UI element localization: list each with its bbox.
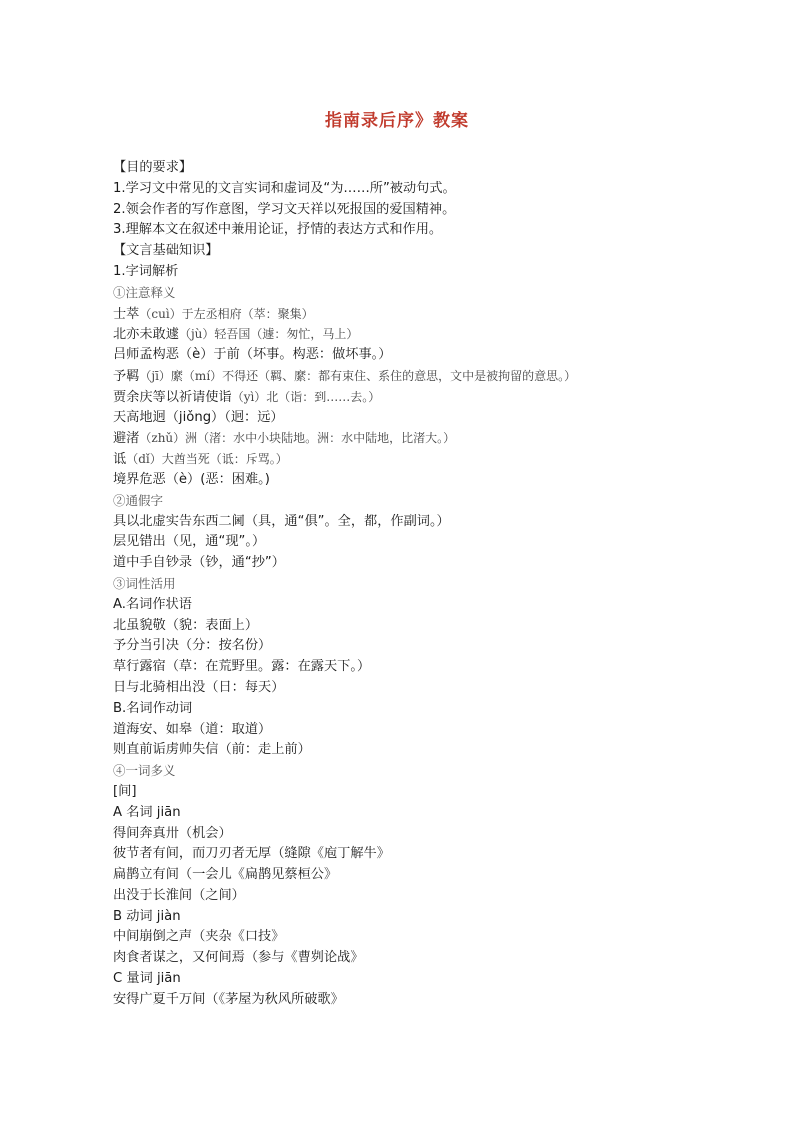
line-annotation: （yì）北（诣：到……去。）: [231, 389, 381, 404]
text-line: [113, 553, 753, 574]
line-text: 中间崩倒之声（夹杂《口技》: [113, 929, 285, 945]
line-text: 北亦未敢遽: [113, 327, 179, 343]
text-line: [113, 470, 753, 491]
line-text: 天高地迥（jiǒng）（迥：远）: [113, 409, 284, 425]
text-line: [113, 699, 753, 720]
line-text: ③词性活用: [113, 575, 176, 591]
text-line: [113, 324, 753, 345]
text-line: [113, 678, 753, 699]
line-annotation: （cuì）于左丞相府（萃：聚集）: [139, 306, 314, 321]
line-text: 【目的要求】: [113, 160, 193, 175]
line-text: 则直前诟虏帅失信（前：走上前）: [113, 742, 311, 758]
line-text: 草行露宿（草：在荒野里。露：在露天下。）: [113, 659, 371, 675]
text-line: [113, 740, 753, 761]
line-text: 得间奔真卅（机会）: [113, 825, 232, 841]
line-text: B.名词作动词: [113, 700, 193, 716]
line-text: 【文言基础知识】: [113, 243, 219, 259]
text-line: [113, 345, 753, 366]
line-annotation: （jī）縻（mí）不得还（羁、縻：都有束住、系住的意思，文中是被拘留的意思。）: [139, 368, 577, 383]
text-line: [113, 262, 753, 283]
line-text: 日与北骑相出没（日：每天）: [113, 679, 285, 695]
text-line: [113, 824, 753, 845]
line-text: C 量词 jiān: [113, 971, 181, 987]
text-line: [113, 220, 753, 241]
line-text: 2.领会作者的写作意图，学习文天祥以死报国的爱国精神。: [113, 201, 456, 217]
line-annotation: （zhǔ）洲（渚：水中小块陆地。洲：水中陆地，比渚大。）: [139, 431, 456, 446]
line-text: 出没于长淮间（之间）: [113, 887, 245, 903]
line-text: 扁鹊立有间（一会儿《扁鹊见蔡桓公》: [113, 867, 338, 883]
line-text: ①注意释义: [113, 284, 176, 300]
text-line: [113, 865, 753, 886]
text-line: [113, 990, 753, 1011]
text-line: [113, 636, 753, 657]
line-text: 肉食者谋之，又何间焉（参与《曹刿论战》: [113, 950, 364, 966]
text-line: [113, 200, 753, 221]
line-text: 安得广夏千万间（《茅屋为秋风所破歌》: [113, 991, 344, 1007]
line-text: 3.理解本文在叙述中兼用论证，抒情的表达方式和作用。: [113, 222, 443, 238]
text-line: [113, 948, 753, 969]
text-line: [113, 595, 753, 616]
line-text: A 名词 jiān: [113, 804, 181, 820]
line-text: B 动词 jiàn: [113, 908, 181, 924]
text-line: [113, 428, 753, 449]
line-text: 予羁: [113, 368, 140, 384]
text-line: [113, 657, 753, 678]
line-text: 道海安、如皋（道：取道）: [113, 721, 272, 737]
text-line: [113, 532, 753, 553]
line-text: 诋: [113, 452, 127, 468]
line-text: 吕师孟构恶（è）于前（坏事。构恶：做坏事。）: [113, 347, 392, 363]
line-annotation: （dǐ）大酋当死（诋：斥骂。）: [126, 452, 288, 467]
line-text: 具以北虚实告东西二阃（具，通“俱”。全，都，作副词。）: [113, 513, 450, 529]
document-title: 指南录后序》教案: [325, 111, 469, 131]
text-line: [113, 761, 753, 782]
text-line: [113, 907, 753, 928]
line-text: 1.学习文中常见的文言实词和虚词及“为……所”被动句式。: [113, 180, 456, 196]
text-line: [113, 803, 753, 824]
line-text: [间]: [113, 783, 137, 799]
line-text: ②通假字: [113, 492, 164, 508]
text-line: [113, 283, 753, 304]
line-text: 避渚: [113, 431, 140, 447]
line-text: 道中手自钞录（钞，通“抄”）: [113, 555, 285, 571]
text-line: [113, 241, 753, 262]
document-body: [113, 158, 753, 1011]
line-text: 予分当引决（分：按名份）: [113, 638, 272, 654]
text-line: [113, 969, 753, 990]
line-text: 彼节者有间，而刀刃者无厚（缝隙《庖丁解牛》: [113, 846, 390, 862]
line-text: ④一词多义: [113, 763, 176, 779]
text-line: [113, 158, 753, 179]
line-text: 境界危恶（è）(恶：困难。): [113, 471, 270, 487]
line-text: 层见错出（见，通“现”。）: [113, 534, 266, 550]
text-line: [113, 886, 753, 907]
text-line: [113, 927, 753, 948]
text-line: [113, 616, 753, 637]
line-text: 北虽貌敬（貌：表面上）: [113, 617, 259, 633]
text-line: [113, 179, 753, 200]
line-text: 士萃: [113, 306, 140, 322]
line-text: 贾余庆等以祈请使诣: [113, 389, 232, 405]
text-line: [113, 408, 753, 429]
text-line: [113, 387, 753, 408]
text-line: [113, 366, 753, 387]
line-annotation: （jù）轻吾国（遽：匆忙，马上）: [178, 327, 359, 342]
line-text: 1.字词解析: [113, 263, 179, 279]
text-line: [113, 304, 753, 325]
text-line: [113, 782, 753, 803]
text-line: [113, 491, 753, 512]
text-line: [113, 844, 753, 865]
text-line: [113, 720, 753, 741]
text-line: [113, 449, 753, 470]
text-line: [113, 574, 753, 595]
line-text: A.名词作状语: [113, 596, 192, 612]
text-line: [113, 512, 753, 533]
